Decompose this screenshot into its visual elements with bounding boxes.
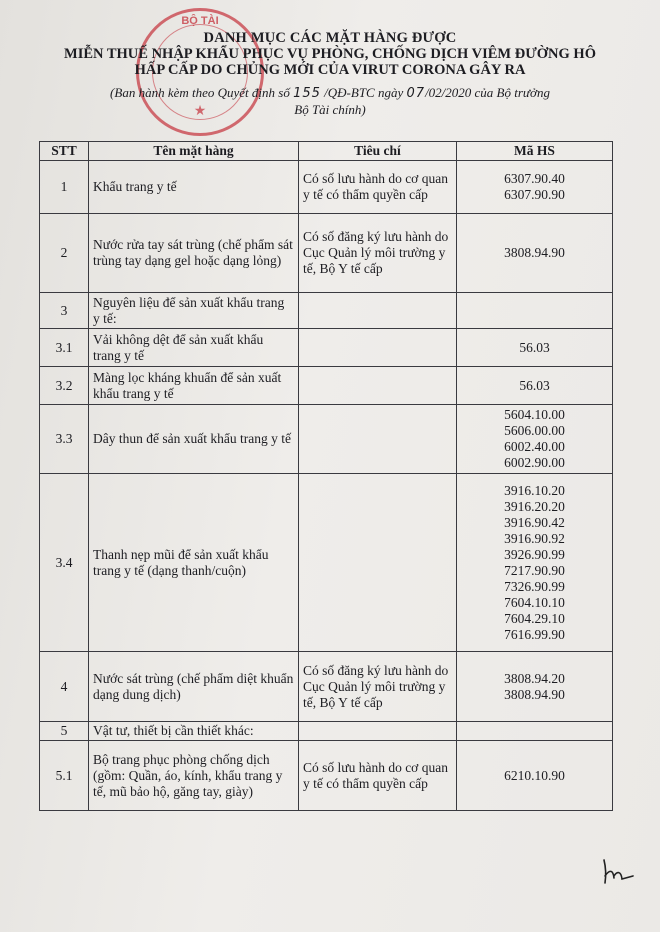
- row-criteria: [299, 329, 457, 367]
- row-criteria: [299, 293, 457, 329]
- hs-code: 7217.90.90: [504, 562, 565, 578]
- row-criteria: [299, 405, 457, 474]
- hs-code: 3926.90.99: [504, 546, 565, 562]
- hs-code: 3916.90.92: [504, 530, 565, 546]
- table-row: [40, 722, 613, 741]
- row-stt: 5: [40, 722, 89, 741]
- row-criteria: Có số đăng ký lưu hành do Cục Quản lý môi trường y tế, Bộ Y tế cấp: [299, 214, 457, 293]
- row-hs-codes: [457, 474, 613, 652]
- row-stt: 3.1: [40, 329, 89, 367]
- row-stt: 3: [40, 293, 89, 329]
- col-name: Tên mặt hàng: [89, 142, 299, 161]
- decision-day: 07: [406, 86, 426, 101]
- hs-code: 6002.40.00: [504, 439, 565, 454]
- issuance-mid: /QĐ-BTC ngày: [324, 85, 404, 100]
- hs-code: 3916.90.42: [504, 514, 565, 530]
- issuance-suffix: /02/2020 của Bộ trưởng: [425, 85, 550, 100]
- row-hs-codes: [457, 652, 613, 722]
- hs-code: 6002.90.00: [504, 455, 565, 470]
- row-name: Nước sát trùng (chế phẩm diệt khuẩn dạng dung dịch): [89, 652, 299, 722]
- row-name: Bộ trang phục phòng chống dịch (gồm: Quần, áo, kính, khẩu trang y tế, mũ bảo hộ, găng tay, giày): [89, 741, 299, 811]
- document-header: [30, 30, 630, 118]
- hs-code: 7616.99.90: [504, 626, 565, 642]
- row-criteria: Có số lưu hành do cơ quan y tế có thẩm quyền cấp: [299, 741, 457, 811]
- row-criteria: [299, 367, 457, 405]
- hs-code: 3916.10.20: [504, 482, 565, 498]
- row-name: Màng lọc kháng khuẩn để sản xuất khẩu trang y tế: [89, 367, 299, 405]
- row-hs-codes: [457, 722, 613, 741]
- issuance-note: [30, 84, 630, 102]
- table-header-row: [40, 142, 613, 161]
- row-hs-codes: [457, 405, 613, 474]
- hs-code: 3808.94.20: [504, 670, 565, 686]
- signature-mark: [600, 856, 640, 886]
- row-criteria: Có số lưu hành do cơ quan y tế có thẩm quyền cấp: [299, 161, 457, 214]
- col-criteria: Tiêu chí: [299, 142, 457, 161]
- row-criteria: [299, 722, 457, 741]
- row-stt: 5.1: [40, 741, 89, 811]
- row-name: Vật tư, thiết bị cần thiết khác:: [89, 722, 299, 741]
- row-hs-codes: [457, 293, 613, 329]
- hs-code: 6210.10.90: [504, 767, 565, 783]
- row-name: Nước rửa tay sát trùng (chế phẩm sát trùng tay dạng gel hoặc dạng lỏng): [89, 214, 299, 293]
- row-stt: 2: [40, 214, 89, 293]
- row-name: Vải không dệt để sản xuất khẩu trang y tế: [89, 329, 299, 367]
- hs-code: 3808.94.90: [504, 686, 565, 702]
- row-hs-codes: [457, 367, 613, 405]
- row-name: Thanh nẹp mũi để sản xuất khẩu trang y tế (dạng thanh/cuộn): [89, 474, 299, 652]
- hs-code: 6307.90.90: [504, 187, 565, 202]
- table-row: [40, 405, 613, 474]
- row-criteria: [299, 474, 457, 652]
- row-stt: 3.3: [40, 405, 89, 474]
- hs-code: 5604.10.00: [504, 407, 565, 422]
- title-line-1: DANH MỤC CÁC MẶT HÀNG ĐƯỢC: [203, 30, 457, 46]
- decision-number: 155: [293, 86, 321, 101]
- table-row: [40, 741, 613, 811]
- row-hs-codes: [457, 161, 613, 214]
- table-row: [40, 652, 613, 722]
- star-icon: ★: [193, 104, 207, 119]
- issuance-prefix: (Ban hành kèm theo Quyết định số: [110, 85, 290, 100]
- table-row: [40, 367, 613, 405]
- title-line-3: HẤP CẤP DO CHỦNG MỚI CỦA VIRUT CORONA GÂY RA: [134, 62, 526, 78]
- title-line-2: MIỄN THUẾ NHẬP KHẨU PHỤC VỤ PHÒNG, CHỐNG DỊCH VIÊM ĐƯỜNG HÔ: [64, 46, 596, 62]
- table-row: [40, 214, 613, 293]
- row-name: Khẩu trang y tế: [89, 161, 299, 214]
- row-hs-codes: [457, 214, 613, 293]
- goods-table: [39, 141, 613, 811]
- table-row: [40, 329, 613, 367]
- hs-code: 7326.90.99: [504, 578, 565, 594]
- row-stt: 4: [40, 652, 89, 722]
- row-stt: 3.2: [40, 367, 89, 405]
- hs-code: 6307.90.40: [504, 171, 565, 186]
- hs-code: 3808.94.90: [504, 245, 565, 260]
- hs-code: 56.03: [519, 339, 550, 355]
- row-hs-codes: [457, 329, 613, 367]
- col-stt: STT: [40, 142, 89, 161]
- table-row: [40, 161, 613, 214]
- issuance-line-2: Bộ Tài chính): [294, 102, 366, 117]
- row-name: Dây thun để sản xuất khẩu trang y tế: [89, 405, 299, 474]
- row-hs-codes: [457, 741, 613, 811]
- row-name: Nguyên liệu để sản xuất khẩu trang y tế:: [89, 293, 299, 329]
- row-criteria: Có số đăng ký lưu hành do Cục Quản lý môi trường y tế, Bộ Y tế cấp: [299, 652, 457, 722]
- hs-code: 7604.29.10: [504, 610, 565, 626]
- hs-code: 5606.00.00: [504, 423, 565, 438]
- row-stt: 1: [40, 161, 89, 214]
- hs-code: 7604.10.10: [504, 594, 565, 610]
- stamp-text: BỘ TÀI: [181, 15, 219, 27]
- row-stt: 3.4: [40, 474, 89, 652]
- table-row: [40, 293, 613, 329]
- hs-code: 3916.20.20: [504, 498, 565, 514]
- table-row: [40, 474, 613, 652]
- col-hs-code: Mã HS: [457, 142, 613, 161]
- hs-code: 56.03: [519, 377, 550, 393]
